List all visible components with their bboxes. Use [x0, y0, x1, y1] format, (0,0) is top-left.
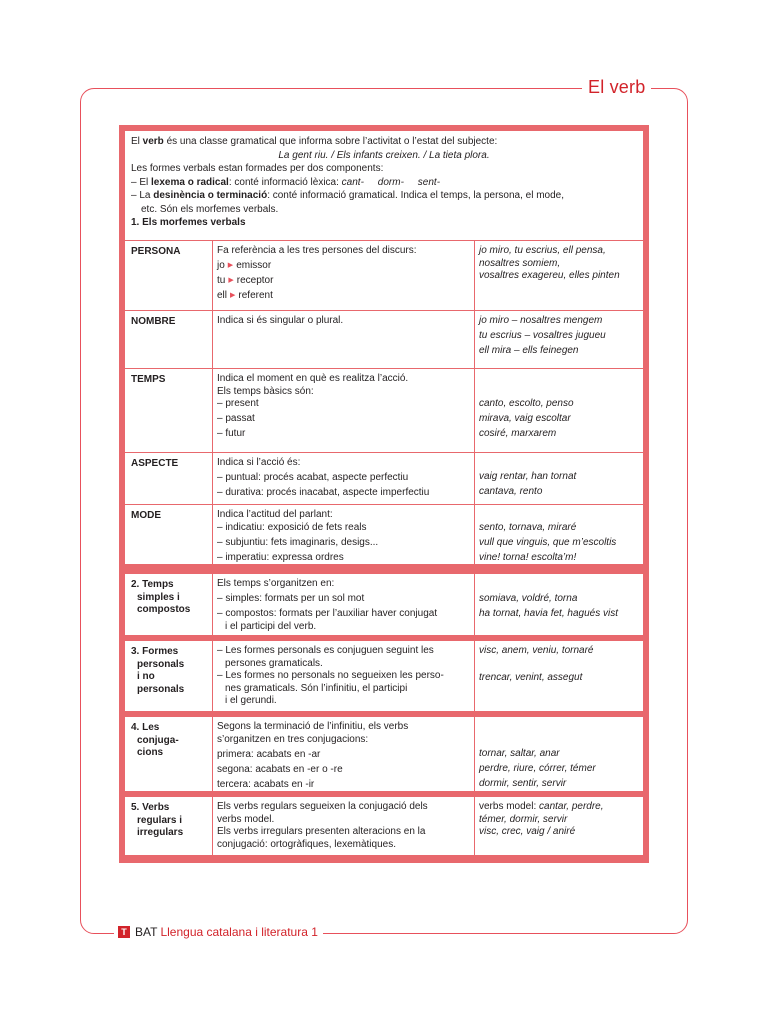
row-examples: visc, anem, veniu, tornaré trencar, venint, assegut — [479, 645, 594, 683]
table-row-aspecte — [125, 453, 643, 505]
row-examples: sento, tornava, miraré vull que vinguis, que m’escoltis vine! torna! escolta’m! — [479, 521, 617, 563]
intro-block — [125, 131, 643, 241]
table-row-mode — [125, 505, 643, 573]
row-description: Segons la terminació de l’infinitiu, els verbs s’organitzen en tres conjugacions: primera: acabats en -ar segona: acabats en -er o -re tercera: acabats en -ir — [213, 717, 475, 791]
table-row-temps — [125, 369, 643, 453]
panel-morfemes — [125, 131, 643, 564]
definition-examples: La gent riu. / Els infants creixen. / La tieta plora. — [278, 149, 490, 161]
table-row-persona — [125, 241, 643, 311]
row-label: 3. Formes personals i no personals — [125, 641, 213, 711]
footer-course: Llengua catalana i literatura 1 — [160, 925, 318, 939]
section-heading: 1. Els morfemes verbals — [131, 217, 246, 228]
components-intro: Les formes verbals estan formades per dos components: — [131, 163, 384, 174]
table-row-formes-personals — [125, 641, 643, 711]
row-label: MODE — [125, 505, 213, 573]
publisher-logo-icon: T — [118, 926, 130, 938]
row-examples: vaig rentar, han tornat cantava, rento — [479, 471, 577, 497]
row-examples: jo miro – nosaltres mengem tu escrius – vosaltres jugueu ell mira – ells feinegen — [479, 315, 606, 356]
row-examples: canto, escolto, penso mirava, vaig escoltar cosiré, marxarem — [479, 398, 574, 439]
row-description: Els verbs regulars segueixen la conjugació dels verbs model. Els verbs irregulars presenten alteracions en la conjugació: ortogràfiques, lexemàtiques. — [213, 797, 475, 855]
row-description: – Les formes personals es conjuguen seguint les persones gramaticals. – Les formes no personals no segueixen les perso- nes gramaticals. Són l’infinitiu, el participi i el gerundi. — [213, 641, 475, 711]
arrow-icon: ▶ — [227, 262, 234, 269]
row-description: Indica el moment en què es realitza l’acció. Els temps bàsics són: – present – passat – futur — [213, 369, 475, 452]
row-description: Indica l’actitud del parlant: – indicatiu: exposició de fets reals – subjuntiu: fets imaginaris, desigs... – imperatiu: expressa ordres — [213, 505, 475, 573]
lexema-line: – El lexema o radical: conté informació lèxica: cant- dorm- sent- — [131, 176, 441, 188]
desinencia-line: – La desinència o terminació: conté informació gramatical. Indica el temps, la persona, el mode, — [131, 190, 564, 201]
row-description: Indica si és singular o plural. — [213, 311, 475, 368]
arrow-icon: ▶ — [228, 277, 234, 284]
arrow-icon: ▶ — [230, 292, 236, 299]
row-label: 4. Les conjuga- cions — [125, 717, 213, 791]
row-examples: tornar, saltar, anar perdre, riure, córrer, témer dormir, sentir, servir — [479, 748, 596, 789]
row-examples: verbs model: cantar, perdre, témer, dormir, servir visc, crec, vaig / aniré — [479, 801, 604, 837]
desinencia-cont: etc. Són els morfemes verbals. — [141, 203, 279, 215]
verb-definition: El verb és una classe gramatical que informa sobre l’activitat o l’estat del subjecte: — [131, 136, 498, 147]
summary-box — [119, 125, 649, 863]
table-row-nombre — [125, 311, 643, 369]
footer-level: BAT — [135, 925, 158, 939]
row-label: 5. Verbs regulars i irregulars — [125, 797, 213, 855]
row-description: Fa referència a les tres persones del discurs: jo ▶ emissor tu ▶ receptor ell ▶ referent — [213, 241, 475, 310]
table-row-verbs-regulars — [125, 797, 643, 855]
row-label: NOMBRE — [125, 311, 213, 368]
panel-temps-simples-compostos — [125, 574, 643, 635]
row-label: TEMPS — [125, 369, 213, 452]
row-examples: somiava, voldré, torna ha tornat, havia fet, hagués vist — [479, 593, 618, 619]
row-label: PERSONA — [125, 241, 213, 310]
page-title: El verb — [582, 76, 651, 98]
footer — [114, 923, 323, 941]
table-row-temps-compostos — [125, 574, 643, 635]
table-row-conjugacions — [125, 717, 643, 791]
row-description: Els temps s’organitzen en: – simples: formats per un sol mot – compostos: formats per l’auxiliar haver conjugat i el participi del verb. — [213, 574, 475, 635]
row-description: Indica si l’acció és: – puntual: procés acabat, aspecte perfectiu – durativa: procés inacabat, aspecte imperfectiu — [213, 453, 475, 504]
row-label: ASPECTE — [125, 453, 213, 504]
panel-conjugacions — [125, 717, 643, 791]
panel-verbs-regulars — [125, 797, 643, 855]
row-examples: jo miro, tu escrius, ell pensa, nosaltres somiem, vosaltres exagereu, elles pinten — [479, 245, 620, 281]
row-label: 2. Temps simples i compostos — [125, 574, 213, 635]
panel-formes-personals — [125, 641, 643, 711]
